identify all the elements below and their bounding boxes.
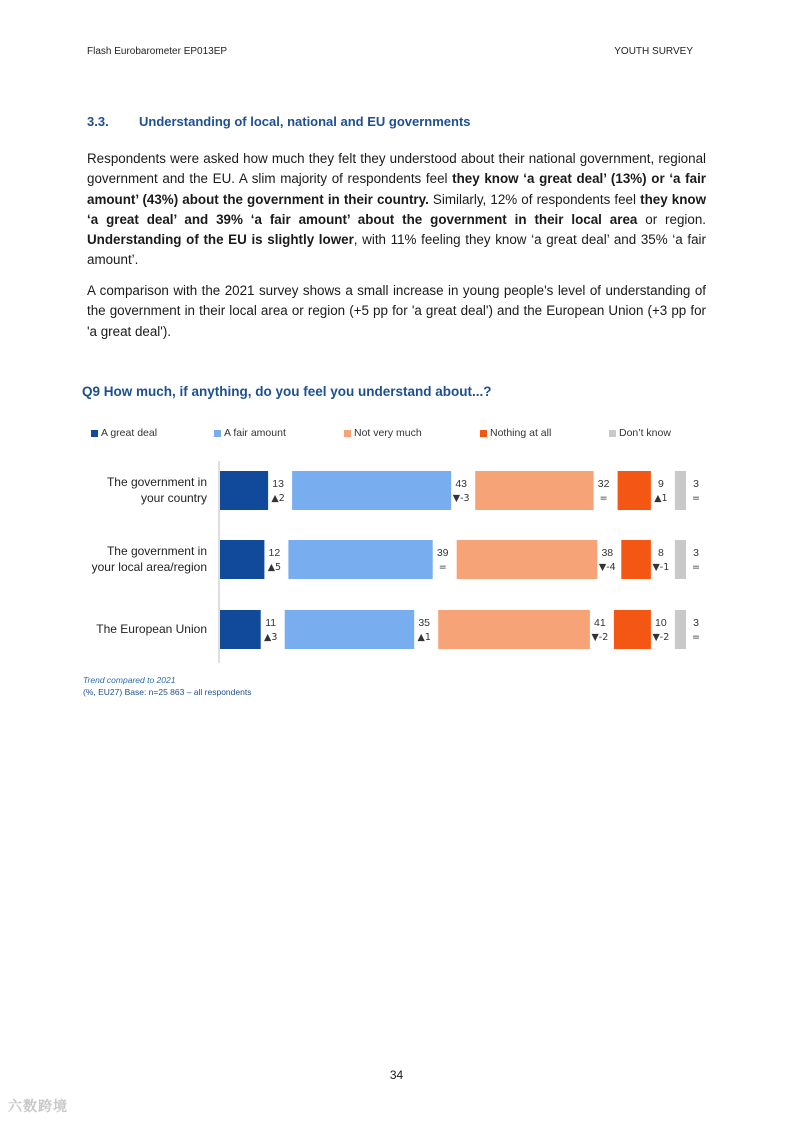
bar-segment [621,540,651,579]
p1-run-2: Similarly, 12% of respondents feel [428,191,641,207]
bar-value-label: 3 [693,478,699,490]
bar-trend-label: = [692,632,700,643]
category-label-line: The European Union [96,621,207,636]
page-number: 34 [389,1068,404,1082]
bar-trend-label: ▼-3 [452,493,470,504]
p1-run-3: they know ‘a great deal’ and 39% ‘a fair amount’ about the government in their local area [87,191,706,227]
bar-value-label: 39 [436,547,449,559]
bar-segment [288,540,432,579]
bar-value-label: 35 [418,617,431,629]
bar-trend-label: = [438,562,447,573]
bar-segment [220,610,261,649]
bar-value-label: 8 [657,547,664,559]
bar-segment [438,610,590,649]
bar-segment [285,610,415,649]
header-survey-name: YOUTH SURVEY [614,46,693,57]
bar-segment [675,610,686,649]
bar-trend-label: ▲2 [271,493,285,504]
bar-segment [618,471,651,510]
bar-value-label: 41 [594,617,606,629]
header-report-title: Flash Eurobarometer EP013EP [87,46,228,57]
bar-value-label: 10 [655,617,667,629]
bar-value-label: 11 [265,617,277,629]
section-title: Understanding of local, national and EU governments [139,114,471,129]
bar-trend-label: = [599,493,608,504]
bar-segment [220,471,268,510]
bar-value-label: 3 [693,617,699,629]
bar-segment [614,610,651,649]
chart-title: Q9 How much, if anything, do you feel you understand about...? [82,384,492,399]
bar-trend-label: ▼-4 [598,562,616,573]
p1-run-0: Respondents were asked how much they felt they understood about their national government, regional government and the EU. A slim majority of respondents feel [87,151,706,187]
category-label-line: your country [140,490,207,505]
legend-label: Not very much [354,427,422,439]
legend-label: A great deal [101,427,158,439]
p1-run-5: Understanding of the EU is slightly lower [87,232,354,248]
p1-run-1: they know ‘a great deal’ (13%) or ‘a fair amount’ (43%) about the government in their country. [87,171,706,207]
bar-trend-label: ▼-2 [591,632,609,643]
bar-trend-label: ▲1 [654,493,668,504]
category-label-line: your local area/region [91,559,207,574]
bar-trend-label: ▼-1 [652,562,670,573]
bar-segment [220,540,264,579]
bar-trend-label: ▲3 [264,632,278,643]
legend-label: A fair amount [224,427,286,439]
bar-value-label: 13 [272,478,284,490]
p2-run-0: A comparison with the 2021 survey shows a small increase in young people's level of understanding of the government in their local area or region (+5 pp for 'a great deal') and the European Union (+3 pp for 'a great deal'). [87,283,706,339]
bar-trend-label: = [692,562,700,573]
p1-run-4: or region. [637,211,707,227]
bar-trend-label: ▼-2 [652,632,670,643]
p1-run-6: , with 11% feeling they know ‘a great deal’ and 35% ‘a fair amount’. [87,232,706,268]
bar-value-label: 9 [657,478,664,490]
category-label-line: The government in [106,474,207,489]
base-note: (%, EU27) Base: n=25 863 – all respondents [83,687,252,697]
section-number: 3.3. [87,114,109,129]
bar-segment [675,471,686,510]
trend-note: Trend compared to 2021 [83,675,176,685]
bar-trend-label: = [692,493,700,504]
legend-label: Nothing at all [490,427,552,439]
category-label-line: The government in [106,543,207,558]
bar-segment [292,471,451,510]
bar-value-label: 12 [268,547,281,559]
bar-segment [475,471,593,510]
watermark-logo: 六数跨境 [8,1098,68,1114]
bar-value-label: 38 [601,547,614,559]
bar-value-label: 32 [597,478,610,490]
bar-value-label: 3 [693,547,699,559]
bar-segment [457,540,598,579]
bar-trend-label: ▲1 [417,632,431,643]
bar-segment [675,540,686,579]
bar-trend-label: ▲5 [267,562,282,573]
bar-value-label: 43 [455,478,468,490]
legend-label: Don’t know [619,427,671,439]
